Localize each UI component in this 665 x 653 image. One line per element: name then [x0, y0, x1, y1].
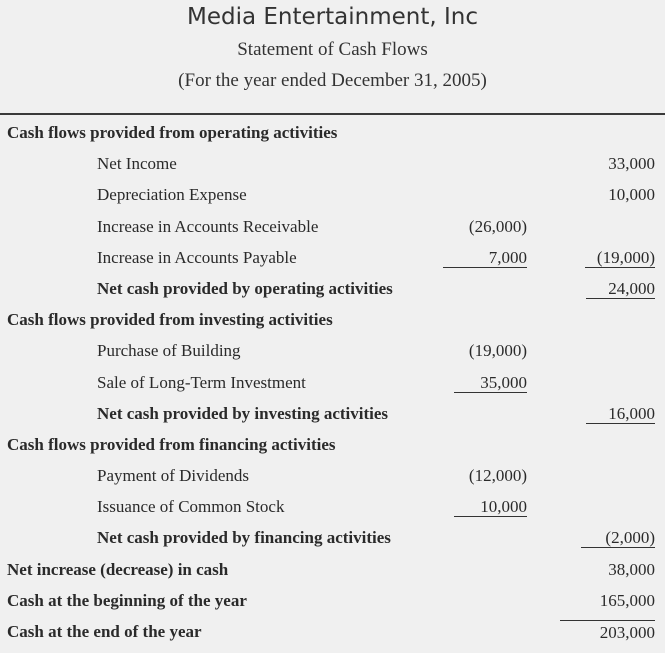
sale-investment-label: Sale of Long-Term Investment: [97, 372, 306, 392]
investing-net-value: 16,000: [586, 404, 655, 424]
operating-net-value: 24,000: [586, 279, 655, 299]
beginning-cash-value: 165,000: [599, 590, 655, 610]
line-item-accounts-payable: [0, 243, 665, 274]
accounts-payable-value: 7,000: [443, 248, 527, 268]
line-item-purchase-building: [0, 336, 665, 367]
accounts-receivable-label: Increase in Accounts Receivable: [97, 216, 319, 236]
section-heading-operating: [0, 118, 665, 149]
operating-net-label: Net cash provided by operating activities: [97, 278, 393, 298]
net-income-label: Net Income: [97, 154, 177, 174]
line-item-accounts-receivable: [0, 212, 665, 243]
net-income-value: 33,000: [608, 154, 655, 174]
cash-flow-table: [0, 118, 665, 648]
financing-net-label: Net cash provided by financing activities: [97, 528, 391, 548]
ending-cash-value: 203,000: [560, 620, 655, 643]
dividends-label: Payment of Dividends: [97, 466, 250, 486]
financing-heading: Cash flows provided from financing activities: [7, 434, 336, 454]
summary-ending-cash: [0, 617, 665, 648]
summary-net-change: [0, 555, 665, 586]
subtotal-financing: [0, 523, 665, 554]
dividends-value: (12,000): [468, 466, 527, 486]
net-change-label: Net increase (decrease) in cash: [7, 559, 229, 579]
summary-beginning-cash: [0, 586, 665, 617]
investing-net-label: Net cash provided by investing activities: [97, 403, 389, 423]
common-stock-label: Issuance of Common Stock: [97, 497, 285, 517]
line-item-sale-investment: [0, 368, 665, 399]
investing-heading: Cash flows provided from investing activities: [7, 310, 333, 330]
depreciation-value: 10,000: [608, 185, 655, 205]
beginning-cash-label: Cash at the beginning of the year: [7, 590, 247, 610]
section-heading-investing: [0, 305, 665, 336]
common-stock-value: 10,000: [454, 497, 527, 517]
line-item-depreciation: [0, 180, 665, 211]
header-divider: [0, 113, 665, 115]
net-change-value: 38,000: [608, 559, 655, 579]
section-heading-financing: [0, 430, 665, 461]
subtotal-operating: [0, 274, 665, 305]
operating-heading: Cash flows provided from operating activities: [7, 123, 338, 142]
purchase-building-value: (19,000): [468, 341, 527, 361]
depreciation-label: Depreciation Expense: [97, 185, 247, 205]
purchase-building-label: Purchase of Building: [97, 341, 241, 361]
subtotal-investing: [0, 399, 665, 430]
line-item-common-stock: [0, 492, 665, 523]
financing-net-value: (2,000): [581, 528, 655, 548]
sale-investment-value: 35,000: [454, 373, 527, 393]
ending-cash-label: Cash at the end of the year: [7, 622, 202, 641]
line-item-dividends: [0, 461, 665, 492]
accounts-payable-label: Increase in Accounts Payable: [97, 247, 297, 267]
company-name: Media Entertainment, Inc: [187, 4, 478, 30]
working-capital-net-value: (19,000): [585, 248, 655, 268]
line-item-net-income: [0, 149, 665, 180]
statement-period: (For the year ended December 31, 2005): [178, 70, 487, 91]
statement-title: Statement of Cash Flows: [237, 39, 428, 60]
accounts-receivable-value: (26,000): [468, 216, 527, 236]
